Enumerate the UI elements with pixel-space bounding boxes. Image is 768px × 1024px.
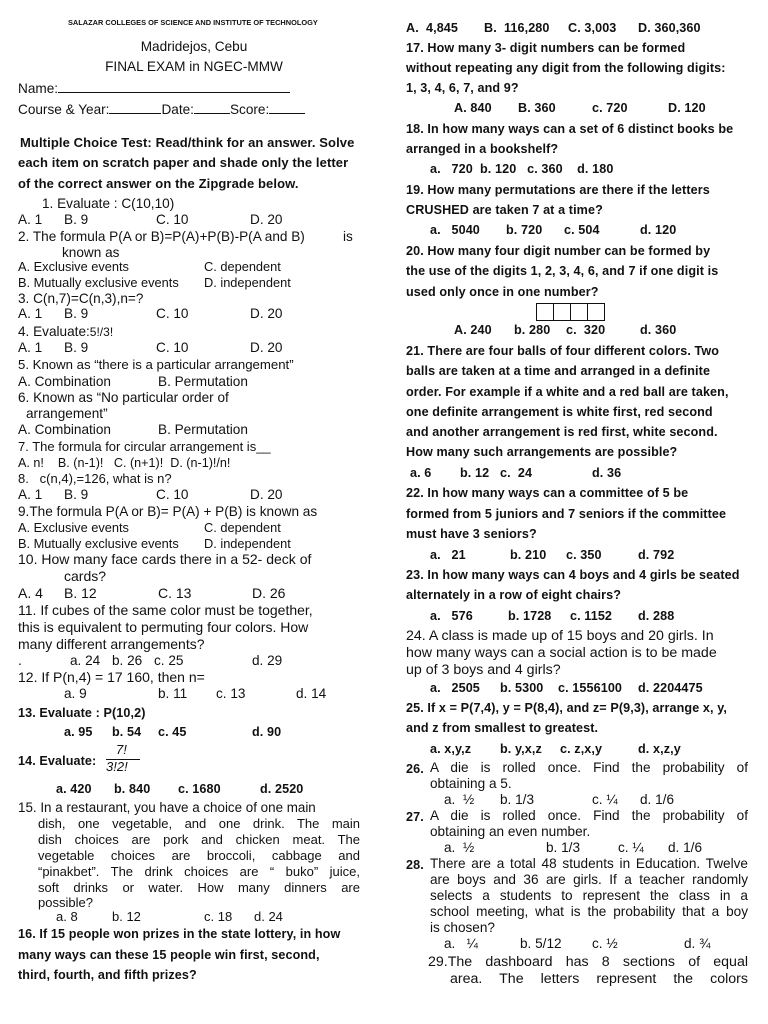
choice: d. 1/6	[640, 792, 675, 807]
choice: d. 2204475	[638, 681, 703, 695]
question-text: arranged in a bookshelf?	[406, 142, 559, 156]
question-text: 10. How many face cards there in a 52- deck of	[18, 551, 312, 567]
choice: b. 210	[510, 548, 547, 562]
question-text: 14. Evaluate:	[18, 754, 97, 768]
choice: C. 10	[156, 212, 189, 227]
name-line	[18, 80, 290, 97]
instructions-line: of the correct answer on the Zipgrade below.	[18, 176, 299, 191]
choice: C. dependent	[204, 259, 281, 274]
choice: d. 36	[592, 466, 622, 480]
question-text: A die is rolled once. Find the probability of	[430, 808, 748, 823]
question-text: known as	[62, 245, 120, 260]
choice: c. 24	[500, 466, 533, 480]
name-label: Name:	[18, 81, 59, 96]
choice: A. 840	[454, 101, 492, 115]
choice: c. z,x,y	[560, 742, 603, 756]
choice: c. 45	[158, 725, 187, 739]
choice: a. 2505	[430, 681, 480, 695]
choice: C. 10	[156, 340, 189, 355]
choice: A. Combination	[18, 422, 111, 437]
course-year-field[interactable]	[109, 101, 161, 114]
choice: A. Exclusive events	[18, 259, 129, 274]
question-text: soft drinks or water. How many dinners are	[38, 880, 360, 895]
question-text: obtaining an even number.	[430, 824, 591, 839]
location: Madridejos, Cebu	[140, 39, 248, 54]
question-text: the use of the digits 1, 2, 3, 4, 6, and 7 if one digit is	[406, 264, 719, 278]
question-text: How many such arrangements are possible?	[406, 445, 678, 459]
choice: A. 1	[18, 340, 43, 355]
question-text: 3. C(n,7)=C(n,3),n=?	[18, 291, 144, 306]
question-text: A die is rolled once. Find the probability of	[430, 760, 748, 775]
choice: c. 1556100	[558, 681, 623, 695]
choice: D. 120	[668, 101, 706, 115]
choice: a. 576	[430, 609, 473, 623]
choice: B. 9	[64, 340, 89, 355]
institution-name: SALAZAR COLLEGES OF SCIENCE AND INSTITUTE OF TECHNOLOGY	[68, 18, 318, 27]
punctuation: .	[18, 653, 22, 668]
choice: d. 792	[638, 548, 675, 562]
choice: c. 320	[566, 323, 606, 337]
question-text: 8. c(n,4),=126, what is n?	[18, 471, 172, 486]
choice: D. 20	[250, 306, 283, 321]
digit-box	[587, 303, 605, 321]
question-text	[18, 324, 113, 340]
course-line	[18, 101, 305, 118]
choice: c. 504	[564, 223, 600, 237]
question-text: is chosen?	[430, 920, 495, 935]
question-text: 24. A class is made up of 15 boys and 20 girls. In	[406, 628, 714, 644]
choice: C. 10	[156, 306, 189, 321]
question-label: 4. Evaluate:	[18, 324, 90, 339]
question-text: selects a students to represent the class in a	[430, 888, 748, 903]
question-text: one definite arrangement is white first, red second	[406, 405, 713, 419]
choice: B. Mutually exclusive events	[18, 275, 179, 290]
question-text: without repeating any digit from the following digits:	[406, 61, 726, 75]
question-text: 23. In how many ways can 4 boys and 4 girls be seated	[406, 568, 740, 582]
choice: b. 1/3	[500, 792, 535, 807]
question-text: 21. There are four balls of four different colors. Two	[406, 344, 720, 358]
choice: b. 720	[506, 223, 543, 237]
question-text: 1. Evaluate : C(10,10)	[42, 196, 175, 211]
choice: A. 240	[454, 323, 492, 337]
choice: b. 1/3	[546, 840, 581, 855]
choice: C. 3,003	[568, 21, 617, 35]
choice: b. 12	[460, 466, 490, 480]
question-text: There are a total 48 students in Education. Twelve	[430, 856, 748, 871]
question-text: “pinakbet”. The drink choices are “ buko” juice,	[38, 864, 360, 879]
choice: D. 26	[252, 585, 286, 601]
choice: A. 1	[18, 487, 43, 502]
fraction-denominator: 3!2!	[106, 759, 128, 774]
exam-title: FINAL EXAM in NGEC-MMW	[105, 59, 283, 74]
choice: b. 5/12	[520, 936, 562, 951]
question-text: 9.The formula P(A or B)= P(A) + P(B) is known as	[18, 504, 318, 519]
choice: b. y,x,z	[500, 742, 542, 756]
choice: A. Combination	[18, 374, 111, 389]
choice: B. Permutation	[158, 374, 248, 389]
choice: a. 720 b. 120 c. 360 d. 180	[430, 162, 614, 176]
choice: d. 24	[254, 909, 283, 924]
choice: d. 120	[640, 223, 677, 237]
choice: a. 420	[56, 782, 92, 796]
question-text: 1, 3, 4, 6, 7, and 9?	[406, 81, 519, 95]
question-number: 26.	[406, 762, 424, 776]
date-label: Date:	[161, 102, 194, 117]
question-text: used only once in one number?	[406, 285, 599, 299]
digit-boxes	[536, 303, 604, 321]
choice: A. 4	[18, 585, 43, 601]
choice: b. 280	[514, 323, 551, 337]
digit-box	[553, 303, 571, 321]
instructions-line: each item on scratch paper and shade only the letter	[18, 155, 349, 170]
choice: d. ¾	[684, 936, 711, 951]
question-text: 13. Evaluate : P(10,2)	[18, 706, 146, 720]
choice: c. 350	[566, 548, 602, 562]
choice: a. ½	[444, 792, 475, 807]
choice: C. 10	[156, 487, 189, 502]
choice: B. Mutually exclusive events	[18, 536, 179, 551]
choice: c. 25	[154, 653, 184, 668]
choice: A. 4,845	[406, 21, 459, 35]
math-expression: 5!/3!	[89, 325, 114, 339]
question-text: many ways can these 15 people win first, second,	[18, 948, 320, 962]
choice: a. 8	[56, 909, 78, 924]
choice: B. 116,280	[484, 21, 550, 35]
choice: c. 720	[592, 101, 628, 115]
question-text: 6. Known as “No particular order of	[18, 390, 229, 405]
choice: D. independent	[204, 536, 291, 551]
choice: D. 20	[250, 487, 283, 502]
question-text: dish choices are pork and chicken meat. The	[38, 832, 360, 847]
choice: D. 360,360	[638, 21, 701, 35]
choice: B. Permutation	[158, 422, 248, 437]
choice: C. 13	[158, 585, 192, 601]
choice: a. ¼	[444, 936, 479, 951]
choice: a. 24	[70, 653, 101, 668]
question-text: 5. Known as “there is a particular arrangement”	[18, 357, 294, 372]
question-text: 2. The formula P(A or B)=P(A)+P(B)-P(A and B)	[18, 229, 305, 244]
choice: c. 13	[216, 686, 246, 701]
choice: d. 90	[252, 725, 282, 739]
digit-box	[570, 303, 588, 321]
question-text: possible?	[38, 895, 93, 910]
choice: c. 18	[204, 909, 233, 924]
choice: a. 6	[410, 466, 432, 480]
date-field[interactable]	[194, 101, 230, 114]
choice: A. 1	[18, 212, 43, 227]
question-text: this is equivalent to permuting four colors. How	[18, 619, 309, 635]
question-text: 15. In a restaurant, you have a choice of one main	[18, 800, 316, 815]
score-label: Score:	[229, 102, 270, 117]
question-text: 20. How many four digit number can be formed by	[406, 244, 711, 258]
choice: D. 20	[250, 212, 283, 227]
fraction-numerator: 7!	[116, 742, 127, 757]
choice: d. 288	[638, 609, 675, 623]
question-text: balls are taken at a time and arranged in a definite	[406, 364, 711, 378]
choice: B. 9	[64, 487, 89, 502]
question-text: formed from 5 juniors and 7 seniors if the committee	[406, 507, 727, 521]
question-text: dish, one vegetable, and one drink. The main	[38, 816, 360, 831]
choice: a. 5040	[430, 223, 480, 237]
choice: d. x,z,y	[638, 742, 681, 756]
choice: B. 12	[64, 585, 97, 601]
question-text: cards?	[64, 568, 107, 584]
question-text: 11. If cubes of the same color must be together,	[18, 602, 313, 618]
choice: A. Exclusive events	[18, 520, 129, 535]
question-text: vegetable choices are broccoli, cabbage and	[38, 848, 360, 863]
question-text: 17. How many 3- digit numbers can be formed	[406, 41, 686, 55]
choice: a. 21	[430, 548, 466, 562]
choice: d. 1/6	[668, 840, 703, 855]
instructions-line: Multiple Choice Test: Read/think for an answer. Solve	[20, 135, 355, 150]
question-text: 29.The dashboard has 8 sections of equal	[428, 954, 748, 970]
question-text: obtaining a 5.	[430, 776, 512, 791]
choice: c. 1152	[570, 609, 613, 623]
question-text: 18. In how many ways can a set of 6 distinct books be	[406, 122, 734, 136]
choice: D. independent	[204, 275, 291, 290]
question-text: are boys and 36 are girls. If a teacher randomly	[430, 872, 748, 887]
question-text: 16. If 15 people won prizes in the state lottery, in how	[18, 927, 341, 941]
choice: b. 26	[112, 653, 143, 668]
choice: b. 1728	[508, 609, 552, 623]
choice: c. 1680	[178, 782, 221, 796]
choice: c. ¼	[592, 792, 618, 807]
question-number: 28.	[406, 858, 424, 872]
choice: A. 1	[18, 306, 43, 321]
question-text: many different arrangements?	[18, 636, 205, 652]
question-text: arrangement”	[26, 406, 108, 421]
question-text: 12. If P(n,4) = 17 160, then n=	[18, 669, 205, 685]
choice: B. 9	[64, 212, 89, 227]
choice: d. 29	[252, 653, 283, 668]
question-number: 27.	[406, 810, 424, 824]
question-text: area. The letters represent the colors	[450, 971, 748, 987]
choice: a. 95	[64, 725, 93, 739]
question-text: 19. How many permutations are there if the letters	[406, 183, 710, 197]
choice: B. 9	[64, 306, 89, 321]
choice: b. 5300	[500, 681, 544, 695]
name-field[interactable]	[58, 80, 290, 93]
question-text: 22. In how many ways can a committee of 5 be	[406, 486, 689, 500]
choice: c. ¼	[618, 840, 644, 855]
choice: a. ½	[444, 840, 475, 855]
choice: d. 2520	[260, 782, 304, 796]
choice: b. 12	[112, 909, 141, 924]
question-text: up of 3 boys and 4 girls?	[406, 662, 561, 678]
question-text: how many ways can a social action is to be made	[406, 645, 717, 661]
question-text: school meeting, what is the probability that a boy	[430, 904, 748, 919]
question-text: 25. If x = P(7,4), y = P(8,4), and z= P(9,3), arrange x, y,	[406, 701, 727, 715]
choice: B. 360	[518, 101, 556, 115]
course-year-label: Course & Year:	[18, 102, 110, 117]
choice: b. 54	[112, 725, 142, 739]
score-field[interactable]	[269, 101, 305, 114]
question-text: order. For example if a white and a red ball are taken,	[406, 385, 729, 399]
choice: d. 360	[640, 323, 677, 337]
choice: c. ½	[592, 936, 618, 951]
question-text: alternately in a row of eight chairs?	[406, 588, 622, 602]
question-text: third, fourth, and fifth prizes?	[18, 968, 197, 982]
question-text: and z from smallest to greatest.	[406, 721, 599, 735]
choice: a. x,y,z	[430, 742, 472, 756]
choice: A. n! B. (n-1)! C. (n+1)! D. (n-1)!/n!	[18, 456, 231, 470]
question-text: must have 3 seniors?	[406, 527, 537, 541]
choice: d. 14	[296, 686, 327, 701]
question-text: is	[343, 229, 353, 244]
choice: D. 20	[250, 340, 283, 355]
choice: b. 11	[158, 686, 188, 701]
choice: a. 9	[64, 686, 87, 701]
choice: b. 840	[114, 782, 151, 796]
question-text: and another arrangement is red first, white second.	[406, 425, 718, 439]
question-text: CRUSHED are taken 7 at a time?	[406, 203, 603, 217]
question-text: 7. The formula for circular arrangement is__	[18, 439, 271, 454]
digit-box	[536, 303, 554, 321]
choice: C. dependent	[204, 520, 281, 535]
